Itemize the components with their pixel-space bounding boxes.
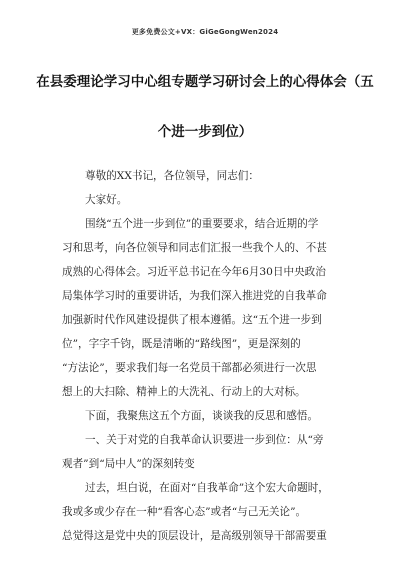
salutation: 尊敬的XX书记，各位领导，同志们： bbox=[85, 170, 259, 182]
body-line: 想上的大扫除、精神上的大洗礼、行动上的大对标。 bbox=[62, 386, 306, 398]
section-heading-line-2: 观者”到“局中人”的深刻转变 bbox=[62, 458, 195, 470]
body-line: 我或多或少存在一种“看客心态”或者“与己无关论”。 bbox=[62, 506, 307, 518]
body-line: 围绕“五个进一步到位”的重要要求，结合近期的学 bbox=[85, 218, 319, 230]
body-line: 成熟的心得体会。习近平总书记在今年6月30日中央政治 bbox=[62, 266, 326, 278]
section-heading-line-1: 一、关于对党的自我革命认识要进一步到位：从“旁 bbox=[85, 434, 324, 446]
header-note: 更多免费公文+VX：GiGeGongWen2024 bbox=[131, 28, 279, 36]
body-line: 下面，我聚焦这五个方面，谈谈我的反思和感悟。 bbox=[85, 410, 319, 422]
body-line: 局集体学习时的重要讲话，为我们深入推进党的自我革命 bbox=[62, 290, 327, 302]
body-line: 过去，坦白说，在面对“自我革命”这个宏大命题时， bbox=[85, 482, 329, 494]
body-line: “方法论”，要求我们每一名党员干部都必须进行一次思 bbox=[62, 362, 317, 374]
body-line: 加强新时代作风建设提供了根本遵循。这“五个进一步到 bbox=[62, 314, 322, 326]
document-title-line-1: 在县委理论学习中心组专题学习研讨会上的心得体会（五 bbox=[36, 74, 374, 90]
body-line: 位”，字字千钧，既是清晰的“路线图”，更是深刻的 bbox=[62, 338, 301, 350]
document-title-line-2: 个进一步到位） bbox=[157, 124, 253, 140]
body-line: 总觉得这是党中央的顶层设计，是高级别领导干部需要重 bbox=[62, 530, 327, 542]
document-body bbox=[62, 164, 362, 548]
body-line: 习和思考，向各位领导和同志们汇报一些我个人的、不甚 bbox=[62, 242, 327, 254]
greeting: 大家好。 bbox=[85, 194, 128, 206]
